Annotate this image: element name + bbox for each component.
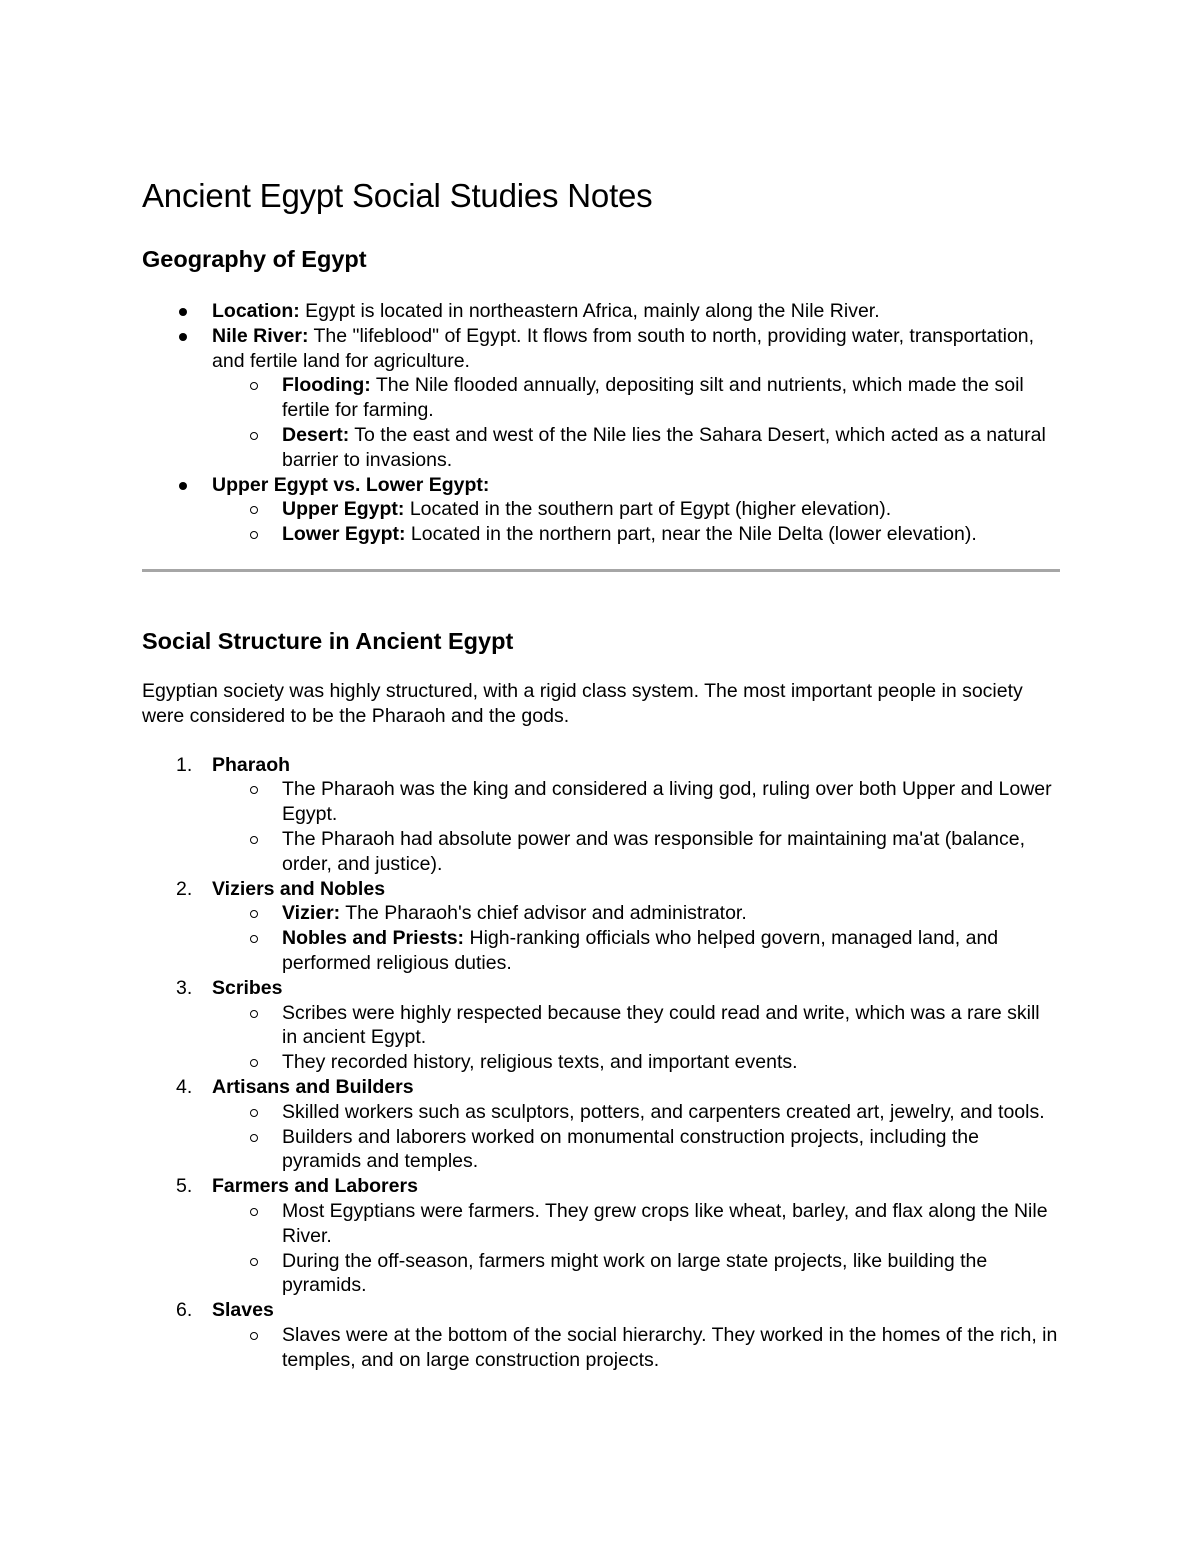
item-text: The Nile flooded annually, depositing silt and nutrients, which made the soil fertile for farming. bbox=[282, 374, 1024, 422]
item-text: Most Egyptians were farmers. They grew crops like wheat, barley, and flax along the Nile River. bbox=[282, 1199, 1048, 1247]
list-item bbox=[142, 976, 1060, 1001]
item-label: Nobles and Priests: bbox=[282, 927, 465, 950]
list-number: 3. bbox=[176, 976, 193, 999]
list-item bbox=[142, 299, 1060, 324]
item-text: The "lifeblood" of Egypt. It flows from south to north, providing water, transportation, and fertile land for agriculture. bbox=[212, 324, 1035, 372]
sub-list-item bbox=[142, 522, 1060, 547]
item-text: Skilled workers such as sculptors, potters, and carpenters created art, jewelry, and tools. bbox=[282, 1100, 1045, 1123]
document-title: Ancient Egypt Social Studies Notes bbox=[142, 177, 653, 214]
list-number: 5. bbox=[176, 1175, 193, 1198]
list-number: 6. bbox=[176, 1299, 193, 1322]
bullet-circle-icon bbox=[250, 382, 258, 390]
item-text: The Pharaoh was the king and considered a living god, ruling over both Upper and Lower Egypt. bbox=[282, 778, 1052, 826]
bullet-disc-icon bbox=[179, 482, 187, 490]
list-item bbox=[142, 1298, 1060, 1323]
sub-list-item bbox=[142, 373, 1060, 423]
bullet-circle-icon bbox=[250, 531, 258, 539]
list-item bbox=[142, 1174, 1060, 1199]
list-number: 2. bbox=[176, 877, 193, 900]
sub-list-item bbox=[142, 497, 1060, 522]
list-number: 1. bbox=[176, 753, 193, 776]
bullet-disc-icon bbox=[179, 333, 187, 341]
item-label: Nile River: bbox=[212, 324, 309, 347]
item-text: Located in the northern part, near the Nile Delta (lower elevation). bbox=[405, 523, 977, 546]
sub-list-item bbox=[142, 1001, 1060, 1051]
item-text: Located in the southern part of Egypt (higher elevation). bbox=[404, 498, 892, 521]
sub-list-item bbox=[142, 423, 1060, 473]
bullet-circle-icon bbox=[250, 506, 258, 514]
bullet-circle-icon bbox=[250, 1134, 258, 1142]
list-item bbox=[142, 877, 1060, 902]
bullet-circle-icon bbox=[250, 786, 258, 794]
item-text: Egypt is located in northeastern Africa, mainly along the Nile River. bbox=[299, 300, 880, 322]
item-label: Slaves bbox=[212, 1299, 274, 1322]
item-label: Upper Egypt: bbox=[282, 498, 405, 521]
list-item bbox=[142, 473, 1060, 498]
bullet-circle-icon bbox=[250, 910, 258, 918]
item-label: Lower Egypt: bbox=[282, 523, 406, 546]
sub-list-item bbox=[142, 1249, 1060, 1299]
social-class-list bbox=[142, 753, 1060, 1373]
section-heading-social-structure: Social Structure in Ancient Egypt bbox=[142, 627, 514, 654]
sub-list-item bbox=[142, 827, 1060, 877]
item-text: During the off-season, farmers might work on large state projects, like building the pyramids. bbox=[282, 1249, 988, 1297]
item-label: Location: bbox=[212, 300, 300, 322]
sub-list-item bbox=[142, 901, 1060, 926]
item-label: Pharaoh bbox=[212, 753, 291, 776]
bullet-circle-icon bbox=[250, 1010, 258, 1018]
sub-list-item bbox=[142, 1050, 1060, 1075]
item-label: Artisans and Builders bbox=[212, 1075, 414, 1098]
item-label: Scribes bbox=[212, 976, 283, 999]
bullet-circle-icon bbox=[250, 1109, 258, 1117]
item-text: The Pharaoh's chief advisor and administrator. bbox=[340, 902, 747, 925]
item-text: Scribes were highly respected because they could read and write, which was a rare skill in ancient Egypt. bbox=[282, 1001, 1040, 1049]
bullet-circle-icon bbox=[250, 1258, 258, 1266]
geography-list bbox=[142, 299, 1060, 547]
item-label: Desert: bbox=[282, 423, 350, 446]
item-label: Farmers and Laborers bbox=[212, 1175, 418, 1198]
list-number: 4. bbox=[176, 1075, 193, 1098]
bullet-circle-icon bbox=[250, 432, 258, 440]
bullet-circle-icon bbox=[250, 1332, 258, 1340]
bullet-circle-icon bbox=[250, 1208, 258, 1216]
list-item bbox=[142, 753, 1060, 778]
item-text: High-ranking officials who helped govern, managed land, and performed religious duties. bbox=[282, 927, 999, 974]
item-label: Upper Egypt vs. Lower Egypt: bbox=[212, 473, 490, 496]
sub-list-item bbox=[142, 1323, 1060, 1373]
bullet-circle-icon bbox=[250, 1059, 258, 1067]
item-text: The Pharaoh had absolute power and was responsible for maintaining ma'at (balance, order, and justice). bbox=[282, 827, 1026, 875]
sub-list-item bbox=[142, 777, 1060, 827]
document-page bbox=[142, 176, 1060, 1372]
item-label: Vizier: bbox=[282, 902, 341, 925]
item-label: Viziers and Nobles bbox=[212, 877, 386, 900]
item-text: Slaves were at the bottom of the social hierarchy. They worked in the homes of the rich, in temples, and on large construction projects. bbox=[282, 1323, 1058, 1371]
sub-list-item bbox=[142, 1199, 1060, 1249]
intro-paragraph: Egyptian society was highly structured, with a rigid class system. The most important people in society were considered to be the Pharaoh and the gods. bbox=[142, 679, 1023, 727]
list-item bbox=[142, 1075, 1060, 1100]
item-text: Builders and laborers worked on monumental construction projects, including the pyramids and temples. bbox=[282, 1125, 979, 1173]
item-text: To the east and west of the Nile lies the Sahara Desert, which acted as a natural barrier to invasions. bbox=[282, 423, 1046, 471]
bullet-circle-icon bbox=[250, 935, 258, 943]
sub-list-item bbox=[142, 1100, 1060, 1125]
sub-list-item bbox=[142, 926, 1060, 976]
section-heading-geography: Geography of Egypt bbox=[142, 246, 367, 272]
bullet-circle-icon bbox=[250, 836, 258, 844]
list-item bbox=[142, 324, 1060, 374]
sub-list-item bbox=[142, 1125, 1060, 1175]
bullet-disc-icon bbox=[179, 308, 187, 316]
item-label: Flooding: bbox=[282, 374, 371, 397]
item-text: They recorded history, religious texts, and important events. bbox=[282, 1051, 798, 1074]
